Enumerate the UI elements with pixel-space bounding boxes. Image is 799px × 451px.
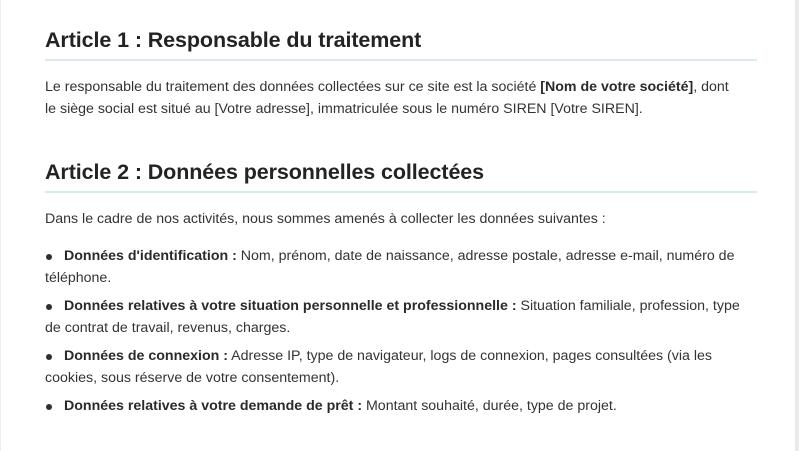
article-2-divider — [45, 191, 757, 193]
bullet-icon — [46, 304, 52, 310]
data-categories-list — [45, 245, 757, 417]
list-item-label: Données d'identification : — [64, 248, 237, 264]
article-1-divider — [45, 59, 757, 61]
list-item-label: Données relatives à votre situation personnelle et professionnelle : — [64, 298, 517, 314]
list-item — [45, 395, 757, 417]
list-item-text: Nom, prénom, date de naissance, adresse postale, adresse e-mail, numéro de — [236, 248, 735, 264]
list-item-text: Adresse IP, type de navigateur, logs de connexion, pages consultées (via les — [227, 348, 712, 364]
article-1-paragraph — [45, 76, 757, 120]
article-1-text-start: Le responsable du traitement des données collectées sur ce site est la société — [45, 79, 541, 95]
list-item — [45, 345, 757, 389]
list-item-text-continued: cookies, sous réserve de votre consentement). — [45, 370, 340, 386]
list-item-text: Situation familiale, profession, type — [516, 298, 740, 314]
article-2-section — [45, 158, 757, 193]
article-2-intro-text: Dans le cadre de nos activités, nous sommes amenés à collecter les données suivantes : — [45, 211, 606, 227]
article-1-text-end: , dont — [693, 79, 729, 95]
company-name-placeholder: [Nom de votre société] — [540, 79, 694, 95]
article-1-text-line2: le siège social est situé au [Votre adresse], immatriculée sous le numéro SIREN [Votre SIREN]. — [45, 101, 643, 117]
list-item-text-continued: téléphone. — [45, 270, 112, 286]
list-item — [45, 295, 757, 339]
article-2-intro — [45, 208, 757, 230]
list-item-label: Données de connexion : — [64, 348, 228, 364]
article-1-section — [45, 26, 757, 61]
article-1-title: Article 1 : Responsable du traitement — [45, 28, 422, 52]
bullet-icon — [46, 354, 52, 360]
list-item-text: Montant souhaité, durée, type de projet. — [362, 398, 617, 414]
list-item-text-continued: de contrat de travail, revenus, charges. — [45, 320, 291, 336]
list-item — [45, 245, 757, 289]
bullet-icon — [46, 254, 52, 260]
article-2-title: Article 2 : Données personnelles collectées — [45, 160, 485, 184]
list-item-label: Données relatives à votre demande de prêt : — [64, 398, 363, 414]
bullet-icon — [46, 404, 52, 410]
